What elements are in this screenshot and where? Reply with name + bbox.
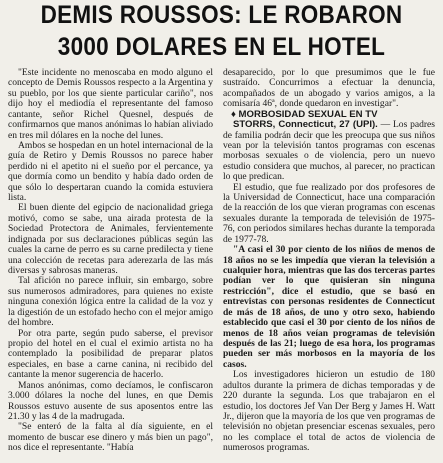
right-intro-paragraph: desaparecido, por lo que presumimos que le fue sustraído. Concurrimos a efectuar la denuncia, acompañados de un abogado y varios amigos, a la comisaría 46ª, donde quedaron en investigar". bbox=[223, 67, 435, 110]
right-column bbox=[223, 68, 435, 454]
right-paragraph-1 bbox=[223, 120, 435, 183]
right-paragraph-4: Los investigadores hicieron un estudio de 180 adultos durante la primera de dichas temporadas y de 220 durante la segunda. Los que trabajaron en el estudio, los doctores Jef Van Der Berg y James H. Watt Jr., dijeron que la mayoría de los que ven programas de televisión no objetan presenciar escenas sexuales, pero no les complace el total de actos de violencia de numerosos programas. bbox=[223, 369, 435, 454]
left-column bbox=[8, 68, 213, 454]
left-paragraph-1: "Este incidente no menoscaba en modo alguno el concepto de Demis Roussos respecto a la Argentina y su pueblo, por los que siente particular cariño", nos dijo hoy el mediodía el representante del famoso cantante, señor Richel Quesnel, después de confirmarnos que manos anónimas lo habían aliviado en tres mil dólares en la noche del lunes. bbox=[8, 67, 213, 141]
dateline: STORRS, Connecticut, 27 (UPI). bbox=[233, 119, 378, 131]
right-paragraph-3: "A casi el 30 por ciento de los niños de menos de 18 años no se les impedía que vieran la televisión a cualquier hora, mientras que las dos terceras partes podían ver lo que quisieran sin ninguna restricción", dice el estudio, que se basó en entrevistas con personas residentes de Connecticut de más de 18 años, de uno y otro sexo, habiendo establecido que casi el 30 por ciento de los niños de menos de 18 años veían programas de televisión después de las 21; luego de esa hora, los programas pueden ser más morbosos en la mayoría de los casos. bbox=[223, 244, 435, 370]
left-paragraph-4: Tal afición no parece influir, sin embargo, sobre sus numerosos admiradores, para quienes no existe ninguna conexión lógica entre la calidad de la voz y la digestión de un estofado hecho con el mejor amigo del hombre. bbox=[8, 275, 213, 329]
right-paragraph-2: El estudio, que fue realizado por dos profesores de la Universidad de Connecticut, hace una comparación de la reacción de los que vieran programas con escenas sexuales durante la temporada de televisión de 1975-76, con periodos similares hechas durante la temporada de 1977-78. bbox=[223, 181, 435, 245]
left-paragraph-5: Por otra parte, según pudo saberse, el previsor propio del hotel en el cual el eximio artista no ha contemplado la posibilidad de preparar platos especiales, en base a carne canina, ni recibido del cantante la menor sugerencia de hacerlo. bbox=[8, 327, 213, 381]
left-paragraph-6: Manos anónimas, como decíamos, le confiscaron 3.000 dólares la noche del lunes, en que Demis Roussos estuvo ausente de sus aposentos entre las 21.30 y las 4 de la madrugada. bbox=[8, 379, 213, 422]
left-paragraph-2: Ambos se hospedan en un hotel internacional de la guía de Retiro y Demis Roussos no parece haber perdido ni el apetito ni el sueño por el percance, ya que dormía como un bendito y había dado orden de que sólo lo despertaran cuando la comida estuviera lista. bbox=[8, 139, 213, 204]
headline-line-1: DEMIS ROUSSOS: LE ROBARON bbox=[40, 1, 403, 29]
left-paragraph-3: El buen diente del egipcio de nacionalidad griega motivó, como se sabe, una airada protesta de la Sociedad Protectora de Animales, fervientemente indignada por sus declaraciones públicas según las cuales la carne de perro es su carne predilecta y tiene una colección de recetas para aderezarla de las más diversas y sabrosas maneras. bbox=[8, 202, 213, 277]
left-paragraph-7: "Se enteró de la falta al día siguiente, en el momento de buscar ese dinero y más bien un pago", nos dice el representante. "Había bbox=[8, 421, 213, 454]
right-paragraph-1-text: — Los padres de familia podrán decir que les preocupa que sus niños vean por la televisión tantos programas con escenas morbosas sexuales o de violencia, pero un nuevo estudio considera que muchos, al parecer, no practican lo que predican. bbox=[223, 119, 436, 183]
section-subhead: ♦ MORBOSIDAD SEXUAL EN TV bbox=[231, 108, 378, 120]
headline-line-2: 3000 DOLARES EN EL HOTEL bbox=[57, 33, 386, 61]
